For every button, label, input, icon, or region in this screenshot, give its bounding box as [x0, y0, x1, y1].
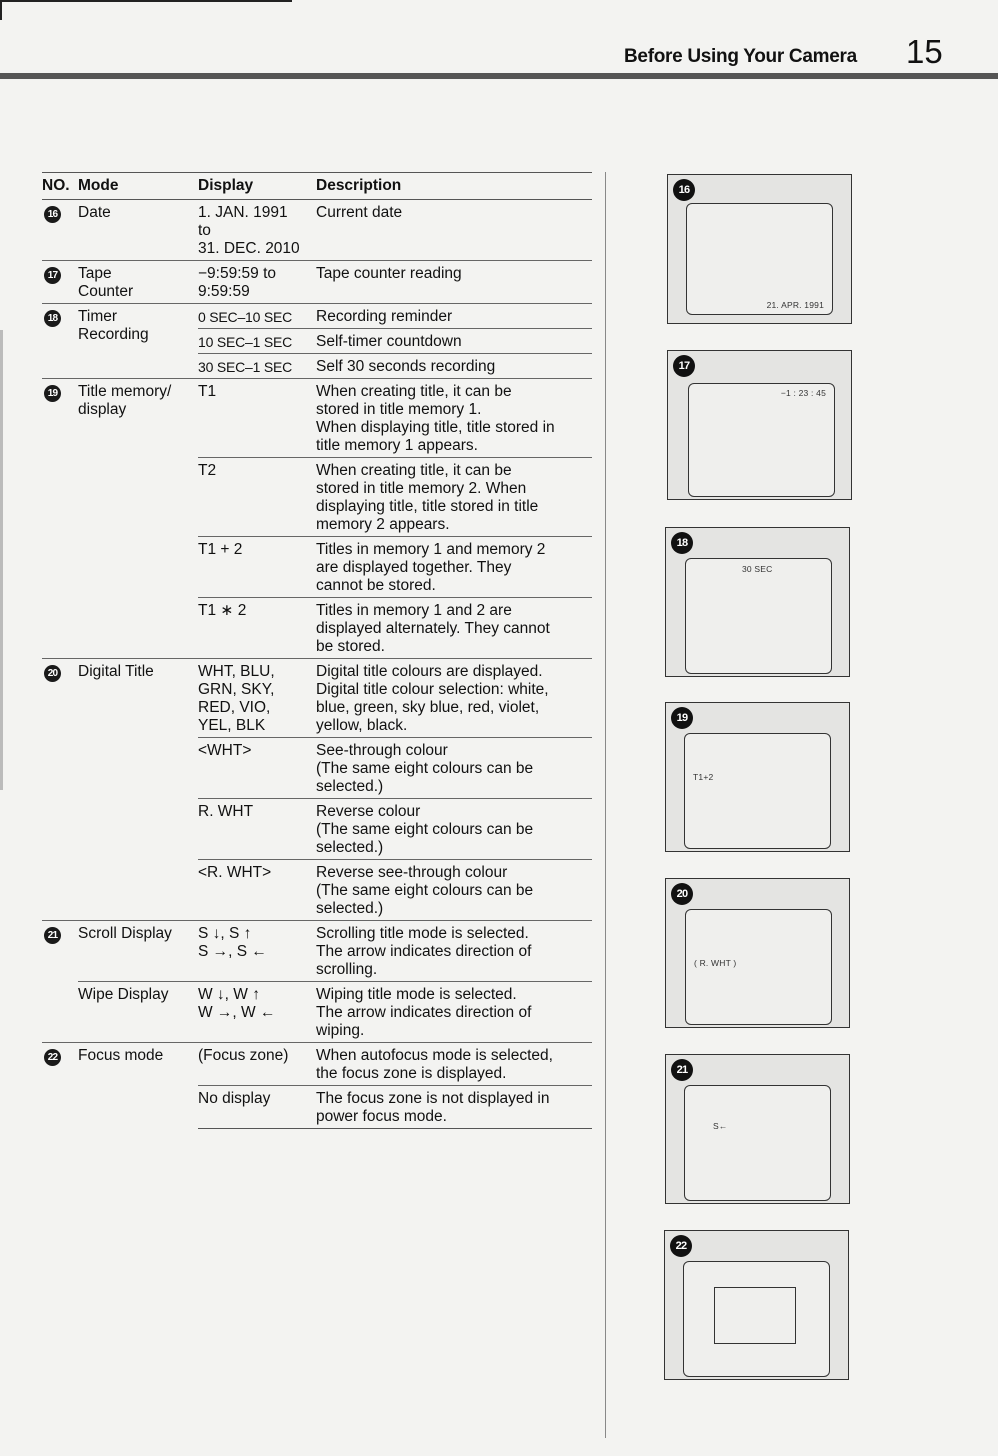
table-row	[42, 921, 592, 982]
viewfinder-frame	[684, 1085, 831, 1201]
viewfinder-illustration-17	[667, 350, 852, 500]
item-number-badge: 17	[44, 267, 61, 284]
viewfinder-frame	[683, 1261, 830, 1377]
osd-timer: 30 SEC	[742, 564, 773, 574]
item-number-badge: 21	[671, 1059, 693, 1081]
item-number-badge: 22	[44, 1049, 61, 1066]
display-cell: T1 ∗ 2	[198, 598, 316, 659]
display-cell: −9:59:59 to 9:59:59	[198, 261, 316, 304]
viewfinder-illustration-18	[665, 527, 850, 677]
item-number-badge: 20	[671, 883, 693, 905]
description-cell: Reverse colour (The same eight colours can be selected.)	[316, 799, 592, 860]
page-number: 15	[906, 33, 943, 70]
page-header-title: Before Using Your Camera	[624, 46, 857, 67]
display-cell: 0 SEC–10 SEC	[198, 304, 316, 329]
table-row	[42, 659, 592, 738]
display-cell: <WHT>	[198, 738, 316, 799]
description-cell: Scrolling title mode is selected. The arrow indicates direction of scrolling.	[316, 921, 592, 982]
item-number-badge: 18	[44, 310, 61, 327]
viewfinder-illustration-19	[665, 702, 850, 852]
description-cell: The focus zone is not displayed in power focus mode.	[316, 1086, 592, 1129]
binding-edge	[0, 330, 3, 790]
display-cell: R. WHT	[198, 799, 316, 860]
description-cell: When autofocus mode is selected, the focus zone is displayed.	[316, 1043, 592, 1086]
corner-mark-vertical	[0, 0, 2, 20]
corner-mark-horizontal	[0, 0, 292, 2]
display-cell: 30 SEC–1 SEC	[198, 354, 316, 379]
mode-cell: Digital Title	[78, 659, 198, 921]
viewfinder-illustration-16	[667, 174, 852, 324]
table-row	[42, 379, 592, 458]
display-cell: T1	[198, 379, 316, 458]
item-number-badge: 21	[44, 927, 61, 944]
display-cell: T1 + 2	[198, 537, 316, 598]
item-number-badge: 22	[670, 1235, 692, 1257]
mode-cell: Focus mode	[78, 1043, 198, 1129]
mode-cell: Scroll Display	[78, 921, 198, 982]
osd-tape-counter: −1 : 23 : 45	[780, 388, 826, 398]
osd-date: 21. APR. 1991	[766, 300, 824, 310]
mode-cell: Date	[78, 200, 198, 261]
display-cell: <R. WHT>	[198, 860, 316, 921]
description-cell: Titles in memory 1 and 2 are displayed alternately. They cannot be stored.	[316, 598, 592, 659]
item-number-badge: 20	[44, 665, 61, 682]
header-no: NO.	[42, 173, 78, 200]
osd-title: T1+2	[693, 772, 714, 782]
viewfinder-frame	[684, 733, 831, 849]
table-header-row	[42, 173, 592, 200]
viewfinder-illustration-20	[665, 878, 850, 1028]
display-cell: T2	[198, 458, 316, 537]
viewfinder-illustration-22	[664, 1230, 849, 1380]
description-cell: When creating title, it can be stored in title memory 1. When displaying title, title stored in title memory 1 appears.	[316, 379, 592, 458]
item-number-badge: 16	[673, 179, 695, 201]
description-cell: When creating title, it can be stored in title memory 2. When displaying title, title stored in title memory 2 appears.	[316, 458, 592, 537]
header-description: Description	[316, 173, 592, 200]
mode-display-table	[42, 172, 592, 1129]
viewfinder-frame	[688, 383, 835, 497]
description-cell: See-through colour (The same eight colours can be selected.)	[316, 738, 592, 799]
viewfinder-frame	[686, 203, 833, 315]
description-cell: Self-timer countdown	[316, 329, 592, 354]
mode-cell: Title memory/ display	[78, 379, 198, 659]
description-cell: Tape counter reading	[316, 261, 592, 304]
osd-digital-title: ( R. WHT )	[694, 958, 737, 968]
description-cell: Self 30 seconds recording	[316, 354, 592, 379]
item-number-badge: 19	[44, 385, 61, 402]
description-cell: Titles in memory 1 and memory 2 are displayed together. They cannot be stored.	[316, 537, 592, 598]
header-display: Display	[198, 173, 316, 200]
display-cell: No display	[198, 1086, 316, 1129]
item-number-badge: 19	[671, 707, 693, 729]
description-cell: Wiping title mode is selected. The arrow indicates direction of wiping.	[316, 982, 592, 1043]
table-row	[42, 261, 592, 304]
mode-cell: Wipe Display	[78, 982, 198, 1043]
column-divider	[605, 172, 606, 1438]
display-cell: (Focus zone)	[198, 1043, 316, 1086]
viewfinder-frame	[685, 909, 832, 1025]
header-rule	[0, 73, 998, 79]
table-row	[42, 982, 592, 1043]
description-cell: Recording reminder	[316, 304, 592, 329]
display-cell: 1. JAN. 1991 to 31. DEC. 2010	[198, 200, 316, 261]
mode-cell: Tape Counter	[78, 261, 198, 304]
osd-scroll: S←	[713, 1121, 728, 1131]
table-row	[42, 200, 592, 261]
description-cell: Current date	[316, 200, 592, 261]
display-cell: 10 SEC–1 SEC	[198, 329, 316, 354]
table-row	[42, 1043, 592, 1086]
description-cell: Digital title colours are displayed. Digital title colour selection: white, blue, green, sky blue, red, violet, yellow, black.	[316, 659, 592, 738]
display-cell: WHT, BLU, GRN, SKY, RED, VIO, YEL, BLK	[198, 659, 316, 738]
header-mode: Mode	[78, 173, 198, 200]
display-cell: S ↓, S ↑ S →, S ←	[198, 921, 316, 982]
mode-cell: Timer Recording	[78, 304, 198, 379]
display-cell: W ↓, W ↑ W →, W ←	[198, 982, 316, 1043]
item-number-badge: 16	[44, 206, 61, 223]
viewfinder-illustration-21	[665, 1054, 850, 1204]
viewfinder-frame	[685, 558, 832, 674]
table-row	[42, 304, 592, 329]
item-number-badge: 17	[673, 355, 695, 377]
item-number-badge: 18	[671, 532, 693, 554]
focus-zone-frame	[714, 1287, 796, 1344]
description-cell: Reverse see-through colour (The same eight colours can be selected.)	[316, 860, 592, 921]
